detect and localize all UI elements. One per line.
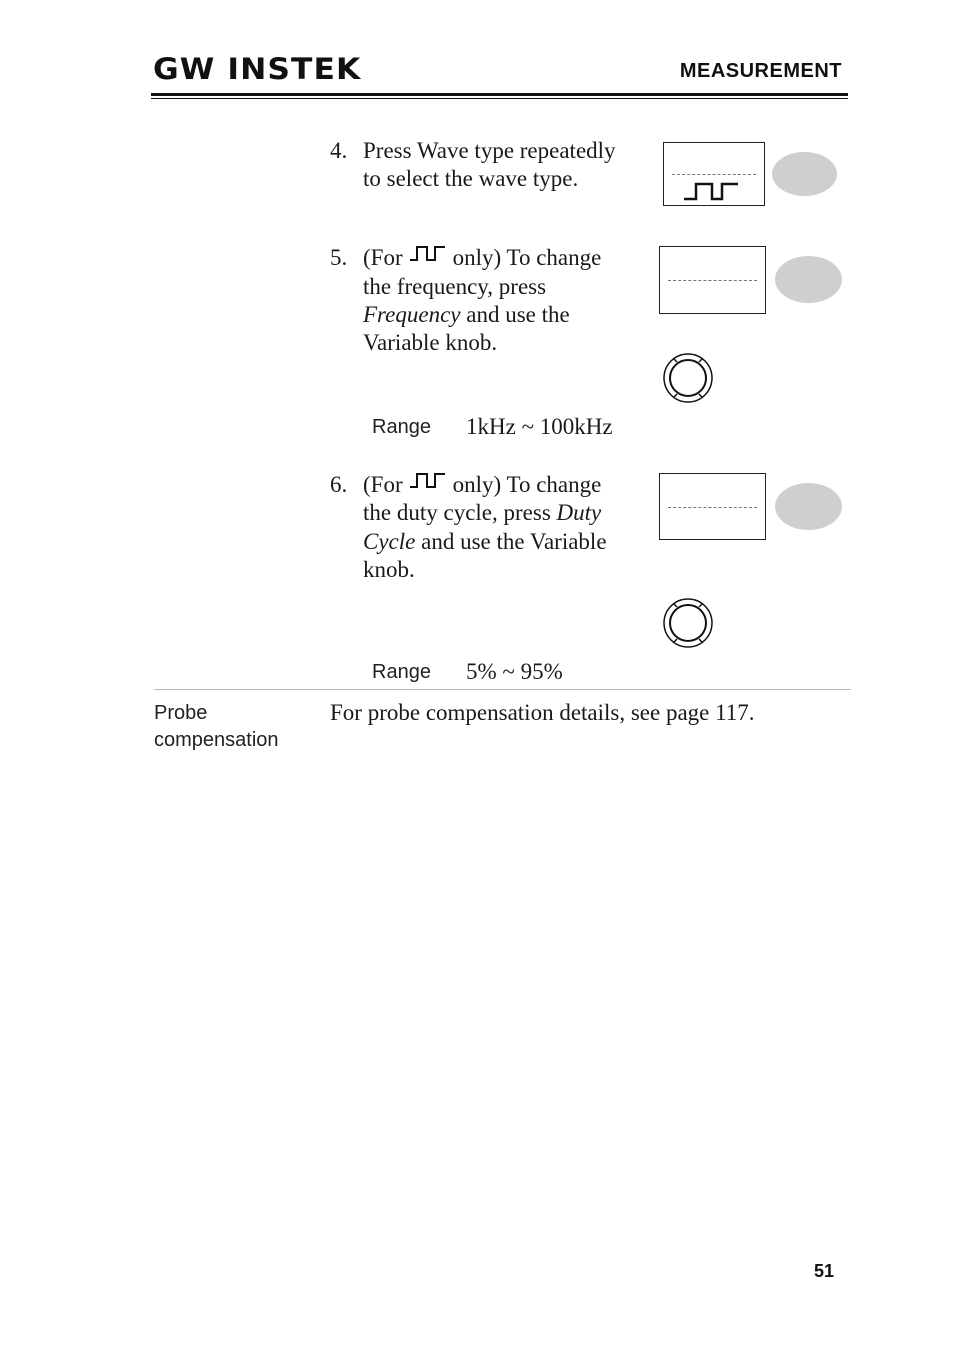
- step-4-line-1: Press Wave type repeatedly: [363, 138, 616, 163]
- frequency-term: Frequency: [363, 302, 461, 327]
- square-wave-icon: [409, 245, 447, 263]
- probe-label-line-1: Probe: [154, 702, 208, 724]
- wave-type-button[interactable]: [772, 152, 837, 196]
- square-wave-icon: [409, 472, 447, 490]
- step-6-line-3-rest: and use the Variable: [415, 529, 607, 554]
- step-6-for: (For: [363, 472, 403, 497]
- probe-text: For probe compensation details, see page 117.: [330, 700, 755, 725]
- range-value: 1kHz ~ 100kHz: [466, 414, 613, 439]
- step-number: 5.: [330, 245, 348, 270]
- menu-box-wave-type: [663, 142, 765, 206]
- step-4-line-2: to select the wave type.: [363, 166, 579, 191]
- variable-knob-icon[interactable]: [661, 351, 715, 405]
- section-title: MEASUREMENT: [679, 60, 842, 82]
- step-number: 4.: [330, 138, 348, 163]
- step-5-line-1: [363, 244, 601, 273]
- square-wave-icon: [682, 181, 742, 201]
- page-number: 51: [813, 1261, 834, 1281]
- step-6-line-3: [363, 528, 607, 557]
- menu-box-frequency: [659, 246, 766, 314]
- range-value: 5% ~ 95%: [466, 659, 563, 684]
- step-6-line-1: [363, 471, 601, 500]
- step-6-line-2: [363, 499, 601, 528]
- step-5-line-3: [363, 301, 570, 330]
- range-label: Range: [372, 661, 431, 683]
- step-5-line-4: Variable knob.: [363, 330, 498, 355]
- cycle-term: Cycle: [363, 529, 416, 554]
- step-5-only: only) To change: [452, 245, 602, 270]
- variable-knob-icon[interactable]: [661, 596, 715, 650]
- step-5-for: (For: [363, 245, 403, 270]
- step-number: 6.: [330, 472, 348, 497]
- header-rule: [151, 93, 848, 96]
- step-5-line-2: the frequency, press: [363, 274, 547, 299]
- frequency-button[interactable]: [775, 256, 842, 303]
- step-6-line-4: knob.: [363, 557, 415, 582]
- probe-label-line-2: compensation: [154, 729, 279, 751]
- step-6-line-2-a: the duty cycle, press: [363, 500, 557, 525]
- menu-box-duty-cycle: [659, 473, 766, 540]
- range-label: Range: [372, 416, 431, 438]
- step-5-line-3-rest: and use the: [460, 302, 570, 327]
- logo: GW INSTEK: [153, 52, 362, 86]
- section-divider: [154, 689, 851, 690]
- step-6-only: only) To change: [452, 472, 602, 497]
- header-rule-thin: [151, 98, 848, 99]
- duty-term: Duty: [556, 500, 602, 525]
- duty-cycle-button[interactable]: [775, 483, 842, 530]
